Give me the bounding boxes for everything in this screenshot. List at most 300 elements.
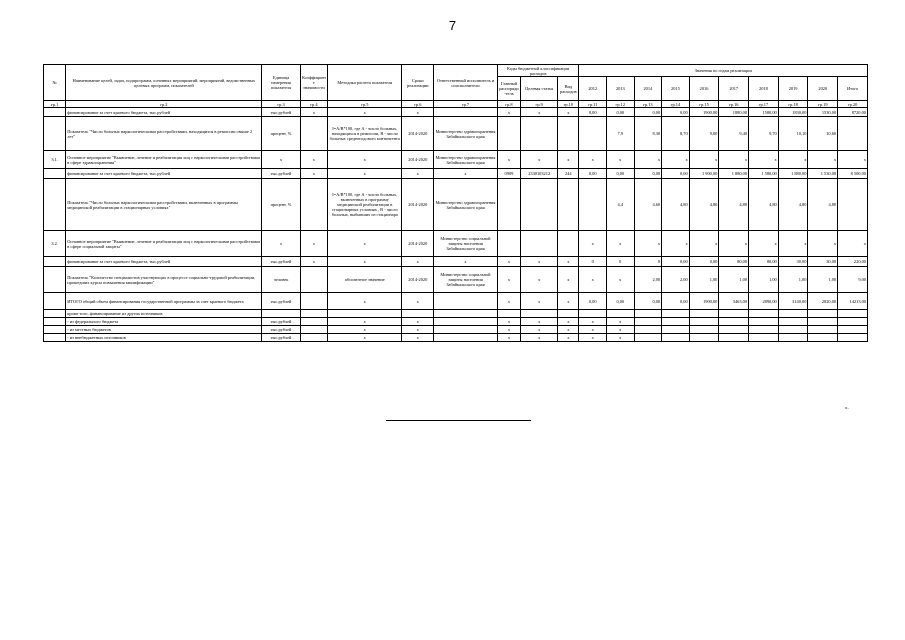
table-cell: процент, %: [262, 117, 300, 151]
table-cell: тыс.рублей: [262, 108, 300, 117]
table-cell: х: [558, 257, 579, 267]
table-cell: х: [521, 267, 558, 293]
table-cell: х: [607, 334, 635, 342]
row-title-cell: финансирование за счет краевого бюджета, тыс.рублей: [66, 257, 262, 267]
table-cell: х: [521, 151, 558, 169]
row-title-cell: финансирование за счет краевого бюджета, тыс.рублей: [66, 169, 262, 179]
row-title-cell: - из федерального бюджета: [66, 318, 262, 326]
table-cell: 0,00: [634, 108, 662, 117]
table-cell: [44, 334, 66, 342]
table-cell: 1 530,00: [808, 169, 838, 179]
table-cell: 0,00: [634, 169, 662, 179]
table-cell: 2,00: [662, 267, 690, 293]
table-cell: 0,00: [634, 293, 662, 310]
table-cell: 2014-2020: [402, 179, 434, 231]
table-cell: х: [497, 334, 520, 342]
table-cell: х: [808, 231, 838, 257]
table-cell: [838, 326, 868, 334]
table-cell: 2890,00: [749, 293, 779, 310]
table-cell: [434, 310, 498, 318]
table-cell: х: [719, 151, 749, 169]
table-cell: [434, 326, 498, 334]
row-title-cell: Показатель "Число больных наркологическими расстройствами, включенных в программы медицинской реабилитации в стационарных условиях": [66, 179, 262, 231]
table-cell: [402, 310, 434, 318]
table-cell: [579, 179, 607, 231]
table-row: [44, 318, 868, 326]
header-term: Сроки реализации: [402, 65, 434, 101]
table-cell: 1,00: [719, 267, 749, 293]
column-number: гр.4: [300, 101, 328, 108]
column-number: гр.6: [402, 101, 434, 108]
table-cell: [44, 257, 66, 267]
column-number: гр.7: [434, 101, 498, 108]
column-number: гр.1: [44, 101, 66, 108]
table-cell: х: [497, 326, 520, 334]
header-code-main: Главный распоряди-тель: [497, 77, 520, 101]
table-cell: 4,80: [719, 179, 749, 231]
table-cell: I=A/B*100, где А - число больных, включенных в программу медицинской реабилитации в стационарных условиях , В - число больных, выбывших из стационара: [328, 179, 402, 231]
row-title-cell: ИТОГО общий объем финансирования государственной программы за счет краевого бюджета: [66, 293, 262, 310]
row-title-cell: - из местных бюджетов: [66, 326, 262, 334]
table-cell: [689, 310, 719, 318]
table-cell: [778, 310, 808, 318]
table-cell: 2014-2020: [402, 231, 434, 257]
column-number: гр.8: [497, 101, 520, 108]
table-cell: [44, 267, 66, 293]
header-unit: Единица измерения показателя: [262, 65, 300, 101]
table-cell: 8,70: [662, 117, 690, 151]
table-cell: [521, 231, 558, 257]
table-row: [44, 179, 868, 231]
table-cell: х: [689, 151, 719, 169]
table-cell: [719, 310, 749, 318]
table-cell: 1900,00: [689, 293, 719, 310]
table-cell: х: [300, 231, 328, 257]
table-cell: 0,00: [689, 257, 719, 267]
table-cell: х: [579, 326, 607, 334]
table-cell: 0,00: [579, 169, 607, 179]
table-cell: 0: [634, 257, 662, 267]
table-cell: 1,00: [808, 267, 838, 293]
table-cell: х: [262, 231, 300, 257]
table-cell: [497, 179, 520, 231]
table-cell: [44, 318, 66, 326]
row-title-cell: Основное мероприятие "Выявление, лечение и реабилитация лиц с наркологическими расстройствами в сфере здравоохранения": [66, 151, 262, 169]
table-cell: [558, 117, 579, 151]
table-cell: [434, 334, 498, 342]
table-cell: 1580,00: [749, 108, 779, 117]
column-number: гр.20: [838, 101, 868, 108]
header-year: 2012: [579, 77, 607, 101]
row-title-cell: Показатель "Количество специалистов участвующих в процессе социально-трудовой реабилитации, прошедших курсы повышения квалификации": [66, 267, 262, 293]
table-cell: х: [300, 169, 328, 179]
table-cell: х: [402, 326, 434, 334]
table-cell: х: [328, 293, 402, 310]
table-cell: х: [558, 293, 579, 310]
table-cell: х: [262, 151, 300, 169]
table-cell: [44, 293, 66, 310]
table-cell: х: [521, 293, 558, 310]
footer-mark: ».: [845, 406, 849, 411]
header-year: 2014: [634, 77, 662, 101]
table-cell: [44, 169, 66, 179]
table-cell: х: [579, 267, 607, 293]
table-cell: 4,60: [634, 179, 662, 231]
table-cell: 1 580,00: [749, 169, 779, 179]
row-title-cell: кроме того, финансирование из других источников: [66, 310, 262, 318]
table-cell: [558, 231, 579, 257]
table-row: [44, 169, 868, 179]
table-cell: х: [749, 231, 779, 257]
table-cell: [719, 326, 749, 334]
table-cell: х: [558, 267, 579, 293]
table-cell: [558, 310, 579, 318]
table-cell: [300, 117, 328, 151]
table-cell: [838, 179, 868, 231]
header-budget-codes: Коды бюджетной классификации расходов: [497, 65, 579, 77]
table-cell: х: [402, 108, 434, 117]
table-cell: Министерство здравоохранения Забайкальского края: [434, 117, 498, 151]
table-cell: х: [607, 151, 635, 169]
header-num: №: [44, 65, 66, 101]
column-number: гр.11: [579, 101, 607, 108]
table-cell: 8720,00: [838, 108, 868, 117]
row-title-cell: - из внебюджетных источников: [66, 334, 262, 342]
table-cell: 14213,00: [838, 293, 868, 310]
table-cell: х: [521, 318, 558, 326]
table-cell: [838, 318, 868, 326]
table-cell: х: [778, 231, 808, 257]
table-cell: 9,70: [749, 117, 779, 151]
table-cell: [808, 326, 838, 334]
table-row: [44, 326, 868, 334]
table-cell: [497, 117, 520, 151]
table-cell: 1530,00: [808, 108, 838, 117]
table-cell: [749, 310, 779, 318]
table-cell: [749, 326, 779, 334]
table-cell: [262, 310, 300, 318]
row-title-cell: финансирование за счет краевого бюджета, тыс.рублей: [66, 108, 262, 117]
table-cell: 4,80: [662, 179, 690, 231]
column-number: гр.17: [749, 101, 779, 108]
table-cell: х: [300, 151, 328, 169]
table-cell: 2820,00: [808, 293, 838, 310]
table-cell: 9,00: [689, 117, 719, 151]
table-cell: х: [689, 231, 719, 257]
table-cell: [497, 310, 520, 318]
header-year: 2016: [689, 77, 719, 101]
table-cell: х: [521, 108, 558, 117]
table-row: [44, 310, 868, 318]
header-name: Наименование целей, задач, подпрограмм, основных мероприятий, мероприятий, ведомственных целевых программ, показателей: [66, 65, 262, 101]
table-cell: тыс.рублей: [262, 293, 300, 310]
table-cell: I=A/B*100, где А - число больных, находящихся в ремиссии, В - число больных среднегодового контингента: [328, 117, 402, 151]
table-cell: человек: [262, 267, 300, 293]
table-cell: х: [497, 108, 520, 117]
table-cell: 3463,00: [719, 293, 749, 310]
table-cell: х: [328, 169, 402, 179]
header-year: 2018: [749, 77, 779, 101]
table-cell: х: [521, 334, 558, 342]
header-code-type: Вид расходов: [558, 77, 579, 101]
table-cell: 244: [558, 169, 579, 179]
table-cell: 0,00: [607, 293, 635, 310]
table-cell: [44, 179, 66, 231]
table-cell: [558, 179, 579, 231]
table-cell: х: [558, 108, 579, 117]
row-title-cell: Показатель "Число больных наркологическими расстройствами, находящихся в ремиссии свыше 2 лет": [66, 117, 262, 151]
table-cell: [808, 318, 838, 326]
table-cell: тыс.рублей: [262, 169, 300, 179]
header-year: 2013: [607, 77, 635, 101]
table-cell: [328, 310, 402, 318]
column-number: гр.19: [808, 101, 838, 108]
table-cell: 4,80: [749, 179, 779, 231]
table-row: [44, 267, 868, 293]
table-cell: х: [558, 326, 579, 334]
header-values-by-year: Значения по годам реализации: [579, 65, 868, 77]
table-cell: 1830,00: [778, 108, 808, 117]
table-cell: 4,4: [607, 179, 635, 231]
header-year: 2020: [808, 77, 838, 101]
table-cell: [634, 334, 662, 342]
table-cell: [838, 334, 868, 342]
table-cell: х: [497, 257, 520, 267]
table-cell: х: [579, 334, 607, 342]
table-cell: 8,30: [634, 117, 662, 151]
table-cell: 1 880,00: [719, 169, 749, 179]
table-cell: абсолютное значение: [328, 267, 402, 293]
table-cell: х: [521, 257, 558, 267]
page-number: 7: [448, 18, 457, 33]
table-cell: [662, 310, 690, 318]
table-cell: х: [662, 151, 690, 169]
table-cell: 30,00: [808, 257, 838, 267]
table-cell: х: [521, 326, 558, 334]
table-cell: 0,00: [662, 108, 690, 117]
table-cell: 2014-2020: [402, 117, 434, 151]
table-cell: 2,00: [634, 267, 662, 293]
column-number: гр.2: [66, 101, 262, 108]
table-cell: х: [497, 267, 520, 293]
table-cell: [44, 108, 66, 117]
table-cell: [44, 326, 66, 334]
table-cell: [749, 334, 779, 342]
table-cell: 7,9: [607, 117, 635, 151]
table-cell: [579, 117, 607, 151]
table-cell: 1,00: [749, 267, 779, 293]
column-number: гр.13: [634, 101, 662, 108]
table-cell: х: [634, 151, 662, 169]
table-cell: [434, 108, 498, 117]
table-cell: х: [607, 326, 635, 334]
table-cell: [300, 267, 328, 293]
table-cell: х: [328, 231, 402, 257]
table-cell: х: [579, 151, 607, 169]
header-year: 2015: [662, 77, 690, 101]
column-number: гр.18: [778, 101, 808, 108]
table-cell: 1900,00: [689, 108, 719, 117]
table-cell: х: [634, 231, 662, 257]
table-cell: х: [328, 257, 402, 267]
table-cell: [300, 179, 328, 231]
table-cell: х: [607, 231, 635, 257]
table-cell: [778, 334, 808, 342]
column-number: гр.5: [328, 101, 402, 108]
table-cell: 0,00: [662, 257, 690, 267]
table-cell: х: [328, 326, 402, 334]
footer-separator-line: [386, 420, 531, 421]
table-cell: х: [838, 231, 868, 257]
table-cell: [662, 334, 690, 342]
table-cell: х: [497, 293, 520, 310]
table-cell: х: [558, 318, 579, 326]
table-cell: х: [558, 334, 579, 342]
table-cell: [300, 310, 328, 318]
table-row: [44, 231, 868, 257]
program-table: [43, 64, 868, 342]
table-cell: [778, 326, 808, 334]
table-cell: Министерство здравоохранения Забайкальского края: [434, 151, 498, 169]
table-cell: 4,80: [689, 179, 719, 231]
table-cell: [719, 334, 749, 342]
table-cell: Министерство социальной защиты населения Забайкальского края: [434, 231, 498, 257]
table-cell: [662, 326, 690, 334]
table-cell: [300, 293, 328, 310]
table-cell: тыс.рублей: [262, 334, 300, 342]
table-cell: [634, 310, 662, 318]
table-cell: х: [434, 257, 498, 267]
table-cell: х: [300, 108, 328, 117]
table-cell: 9,40: [719, 117, 749, 151]
table-cell: х: [719, 231, 749, 257]
table-cell: 3.1.: [44, 151, 66, 169]
table-cell: [300, 318, 328, 326]
table-cell: х: [579, 231, 607, 257]
table-cell: 0,00: [662, 293, 690, 310]
header-responsible: Ответственный исполнитель и соисполнители: [434, 65, 498, 101]
table-cell: Министерство здравоохранения Забайкальского края: [434, 179, 498, 231]
table-cell: 0,00: [579, 293, 607, 310]
column-number: гр.14: [662, 101, 690, 108]
table-cell: х: [328, 108, 402, 117]
table-cell: х: [402, 318, 434, 326]
table-cell: 0: [579, 257, 607, 267]
table-cell: х: [662, 231, 690, 257]
table-cell: [44, 117, 66, 151]
table-cell: [607, 310, 635, 318]
table-row: [44, 334, 868, 342]
table-cell: [689, 326, 719, 334]
table-cell: 9,00: [838, 267, 868, 293]
table-body: [44, 108, 868, 342]
table-cell: 2330103212: [521, 169, 558, 179]
table-cell: процент, %: [262, 179, 300, 231]
table-cell: 30,00: [778, 257, 808, 267]
table-cell: х: [749, 151, 779, 169]
header-coef: Коэффициент значимости: [300, 65, 328, 101]
table-cell: 3140,00: [778, 293, 808, 310]
table-cell: х: [434, 169, 498, 179]
table-cell: [521, 117, 558, 151]
table-cell: [689, 318, 719, 326]
table-cell: х: [497, 318, 520, 326]
table-cell: тыс.рублей: [262, 257, 300, 267]
table-cell: 220,00: [838, 257, 868, 267]
table-cell: х: [558, 151, 579, 169]
table-cell: х: [402, 334, 434, 342]
table-cell: [662, 318, 690, 326]
table-cell: [44, 310, 66, 318]
table-cell: [808, 334, 838, 342]
table-cell: 1 880,00: [778, 169, 808, 179]
table-cell: х: [497, 151, 520, 169]
table-cell: х: [607, 318, 635, 326]
table-row: [44, 117, 868, 151]
table-cell: 1,00: [689, 267, 719, 293]
table-cell: 0,00: [579, 108, 607, 117]
table-cell: [749, 318, 779, 326]
table-cell: х: [402, 257, 434, 267]
column-number: гр.9: [521, 101, 558, 108]
column-number: гр.16: [719, 101, 749, 108]
table-cell: [434, 318, 498, 326]
table-cell: 4,80: [808, 179, 838, 231]
table-cell: 0,00: [662, 169, 690, 179]
table-cell: [300, 334, 328, 342]
table-cell: х: [328, 334, 402, 342]
table-row: [44, 257, 868, 267]
table-cell: х: [328, 151, 402, 169]
table-cell: [634, 326, 662, 334]
table-cell: х: [328, 318, 402, 326]
table-cell: 1880,00: [719, 108, 749, 117]
table-cell: х: [808, 151, 838, 169]
table-cell: х: [402, 293, 434, 310]
table-cell: х: [402, 169, 434, 179]
table-cell: [838, 310, 868, 318]
table-cell: 1 900,00: [689, 169, 719, 179]
table-cell: х: [838, 151, 868, 169]
table-cell: [497, 231, 520, 257]
column-number: гр.15: [689, 101, 719, 108]
table-cell: [300, 326, 328, 334]
table-cell: [434, 293, 498, 310]
table-cell: [521, 179, 558, 231]
table-row: [44, 108, 868, 117]
table-cell: [778, 318, 808, 326]
table-cell: 80,00: [719, 257, 749, 267]
table-cell: [634, 318, 662, 326]
column-number: гр.10: [558, 101, 579, 108]
table-cell: [521, 310, 558, 318]
table-row: [44, 293, 868, 310]
table-cell: 0909: [497, 169, 520, 179]
table-cell: [838, 117, 868, 151]
table-cell: тыс.рублей: [262, 326, 300, 334]
table-cell: 2014-2020: [402, 267, 434, 293]
table-row: [44, 151, 868, 169]
table-cell: 10,10: [778, 117, 808, 151]
table-cell: х: [778, 151, 808, 169]
table-cell: 0,00: [607, 108, 635, 117]
table-cell: 4,80: [778, 179, 808, 231]
header-year: 2017: [719, 77, 749, 101]
table-cell: [579, 310, 607, 318]
table-cell: Министерство социальной защиты населения Забайкальского края: [434, 267, 498, 293]
table-cell: 0,00: [607, 169, 635, 179]
column-number: гр.12: [607, 101, 635, 108]
